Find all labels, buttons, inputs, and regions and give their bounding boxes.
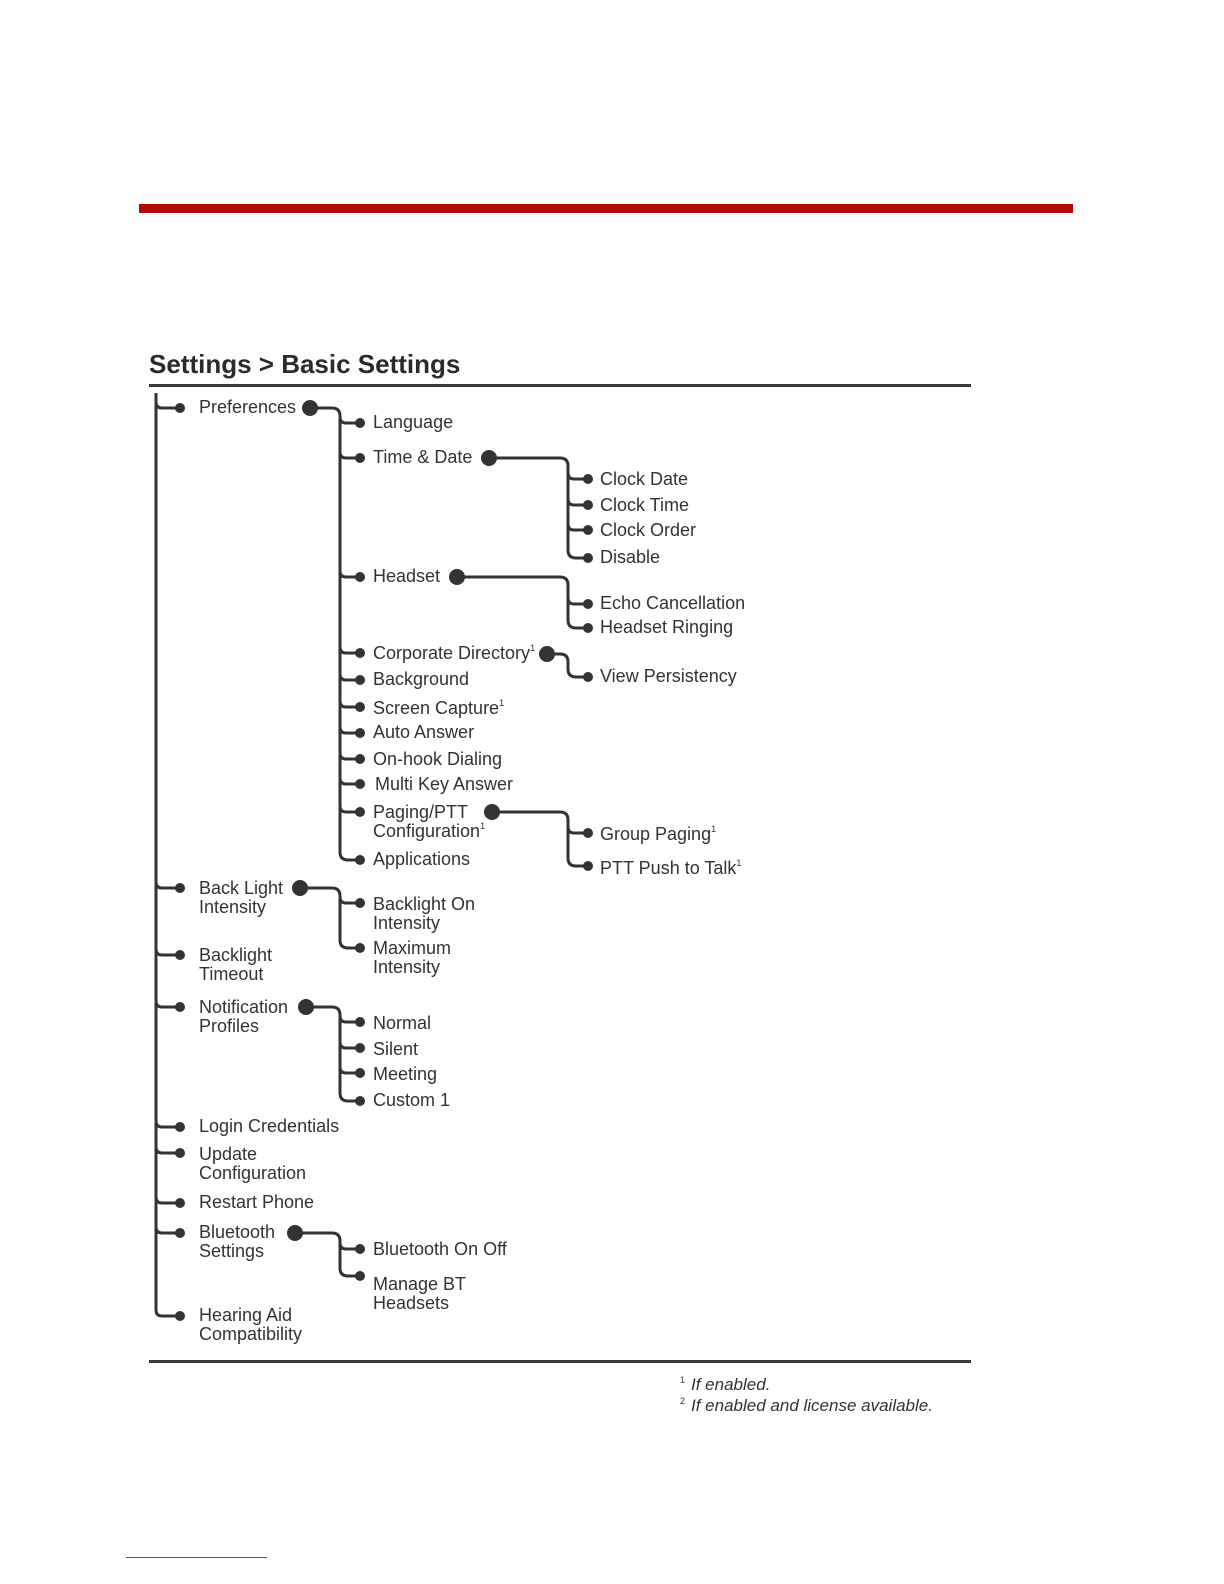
node-paging-ptt-configuration: Paging/PTT Configuration$^1$: [373, 802, 486, 841]
footnote-2: $^2$ If enabled and license available.: [680, 1396, 933, 1415]
node-restart-phone: Restart Phone: [199, 1192, 315, 1212]
node-maximum-intensity: Maximum Intensity: [373, 938, 452, 977]
footer-link-line[interactable]: [126, 1557, 267, 1558]
node-screen-capture: Screen Capture$^1$: [373, 698, 505, 718]
node-back-light-intensity: Back Light Intensity: [199, 878, 284, 917]
page-title: Settings > Basic Settings: [149, 349, 461, 379]
trunk-main: [156, 393, 180, 1316]
node-headset-ringing: Headset Ringing: [600, 617, 734, 637]
node-clock-time: Clock Time: [600, 495, 690, 515]
node-meeting: Meeting: [373, 1064, 438, 1084]
footnotes: [680, 1374, 933, 1416]
node-custom-1: Custom 1: [373, 1090, 451, 1110]
paging-ptt-connector: [492, 812, 588, 866]
node-bluetooth-on-off: Bluetooth On Off: [373, 1239, 507, 1259]
node-onhook-dialing: On-hook Dialing: [373, 749, 503, 769]
node-auto-answer: Auto Answer: [373, 722, 475, 742]
time-date-connector: [489, 458, 588, 558]
node-preferences: Preferences: [199, 397, 297, 417]
node-login-credentials: Login Credentials: [199, 1116, 340, 1136]
node-ptt-push-to-talk: PTT Push to Talk$^1$: [600, 858, 742, 878]
node-update-configuration: Update Configuration: [199, 1144, 307, 1183]
node-silent: Silent: [373, 1039, 419, 1059]
node-manage-bt-headsets: Manage BT Headsets: [373, 1274, 467, 1313]
node-clock-order: Clock Order: [600, 520, 697, 540]
node-time-date: Time & Date: [373, 447, 473, 467]
node-backlight-timeout: Backlight Timeout: [199, 945, 273, 984]
node-disable: Disable: [600, 547, 661, 567]
node-backlight-on-intensity: Backlight On Intensity: [373, 894, 476, 933]
bluetooth-connector: [295, 1233, 360, 1276]
footnote-1: $^1$ If enabled.: [680, 1375, 771, 1394]
node-multi-key-answer: Multi Key Answer: [375, 774, 514, 794]
node-background: Background: [373, 669, 470, 689]
node-hearing-aid-compatibility: Hearing Aid Compatibility: [199, 1305, 303, 1344]
node-clock-date: Clock Date: [600, 469, 689, 489]
node-bluetooth-settings: Bluetooth Settings: [199, 1222, 276, 1261]
bottom-divider: [149, 1360, 971, 1363]
node-group-paging: Group Paging$^1$: [600, 824, 717, 844]
node-corporate-directory: Corporate Directory$^1$: [373, 643, 536, 663]
node-normal: Normal: [373, 1013, 432, 1033]
preferences-connector: [310, 408, 360, 860]
back-light-connector: [300, 888, 360, 948]
node-headset: Headset: [373, 566, 441, 586]
node-applications: Applications: [373, 849, 471, 869]
node-view-persistency: View Persistency: [600, 666, 737, 686]
node-echo-cancellation: Echo Cancellation: [600, 593, 746, 613]
node-notification-profiles: Notification Profiles: [199, 997, 289, 1036]
node-language: Language: [373, 412, 454, 432]
